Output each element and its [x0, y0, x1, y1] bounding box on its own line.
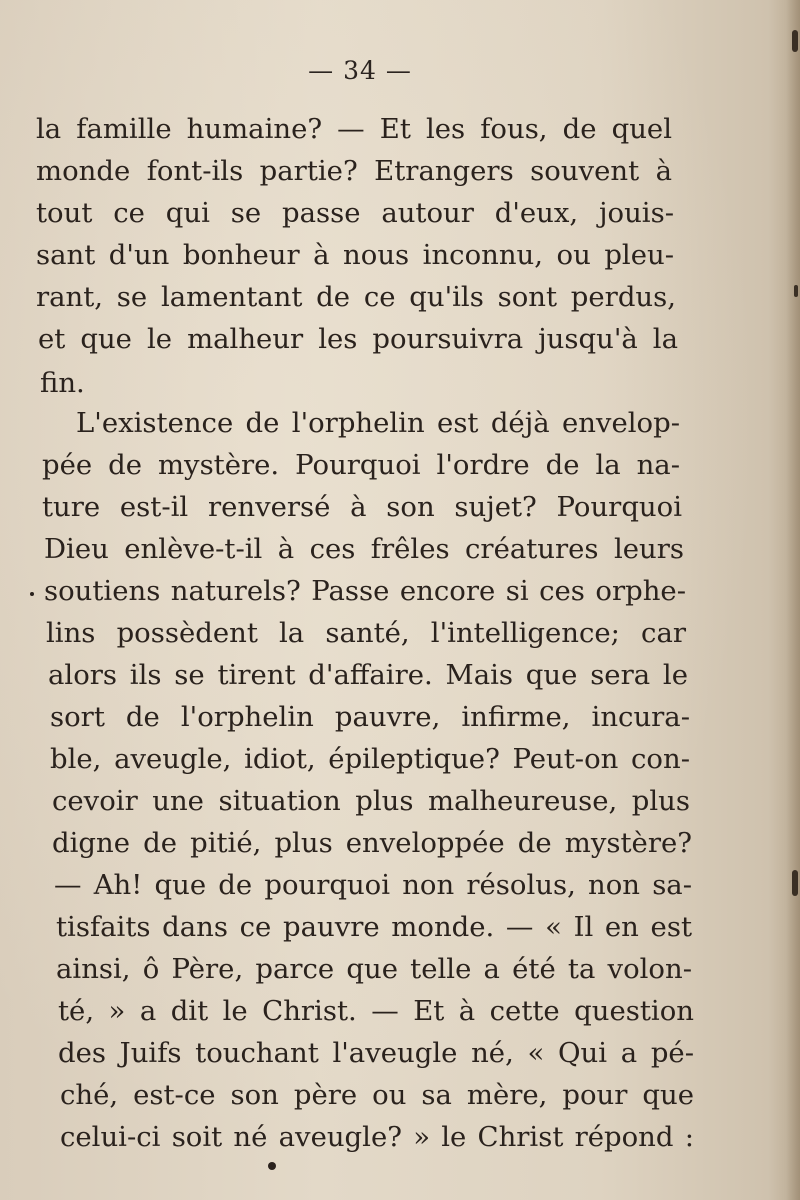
text-line: Dieu enlève-t-il à ces frêles créatures leurs: [44, 533, 684, 565]
text-line: tout ce qui se passe autour d'eux, jouis-: [36, 197, 674, 229]
ink-dot: [30, 592, 34, 596]
text-line: digne de pitié, plus enveloppée de mystère?: [52, 827, 692, 859]
text-line: ainsi, ô Père, parce que telle a été ta volon-: [56, 953, 692, 985]
text-line: — Ah! que de pourquoi non résolus, non sa-: [54, 869, 692, 901]
text-line: et que le malheur les poursuivra jusqu'à la: [38, 323, 678, 355]
page-number: — 34 —: [308, 56, 412, 85]
text-line: ture est-il renversé à son sujet? Pourquoi: [42, 491, 682, 523]
text-line: sort de l'orphelin pauvre, infirme, incura-: [50, 701, 690, 733]
text-line: soutiens naturels? Passe encore si ces orphe-: [44, 575, 686, 607]
text-line: lins possèdent la santé, l'intelligence; car: [46, 617, 686, 649]
text-line: té, » a dit le Christ. — Et à cette question: [58, 995, 694, 1027]
text-line: ble, aveugle, idiot, épileptique? Peut-on con-: [50, 743, 690, 775]
text-line: alors ils se tirent d'affaire. Mais que sera le: [48, 659, 688, 691]
text-line: celui-ci soit né aveugle? » le Christ répond :: [60, 1121, 694, 1153]
text-line: tisfaits dans ce pauvre monde. — « Il en est: [56, 911, 692, 943]
text-line: la famille humaine? — Et les fous, de quel: [36, 113, 672, 145]
text-line: rant, se lamentant de ce qu'ils sont perdus,: [36, 281, 676, 313]
text-line: pée de mystère. Pourquoi l'ordre de la na-: [42, 449, 680, 481]
ink-dot: [268, 1162, 276, 1170]
text-line: sant d'un bonheur à nous inconnu, ou pleu-: [36, 239, 674, 271]
text-line: fin.: [40, 367, 85, 399]
text-line: ché, est-ce son père ou sa mère, pour que: [60, 1079, 694, 1111]
text-line: des Juifs touchant l'aveugle né, « Qui a pé-: [58, 1037, 694, 1069]
text-line: L'existence de l'orphelin est déjà envelop-: [76, 407, 680, 439]
text-line: monde font-ils partie? Etrangers souvent à: [36, 155, 672, 187]
text-line: cevoir une situation plus malheureuse, plus: [52, 785, 690, 817]
